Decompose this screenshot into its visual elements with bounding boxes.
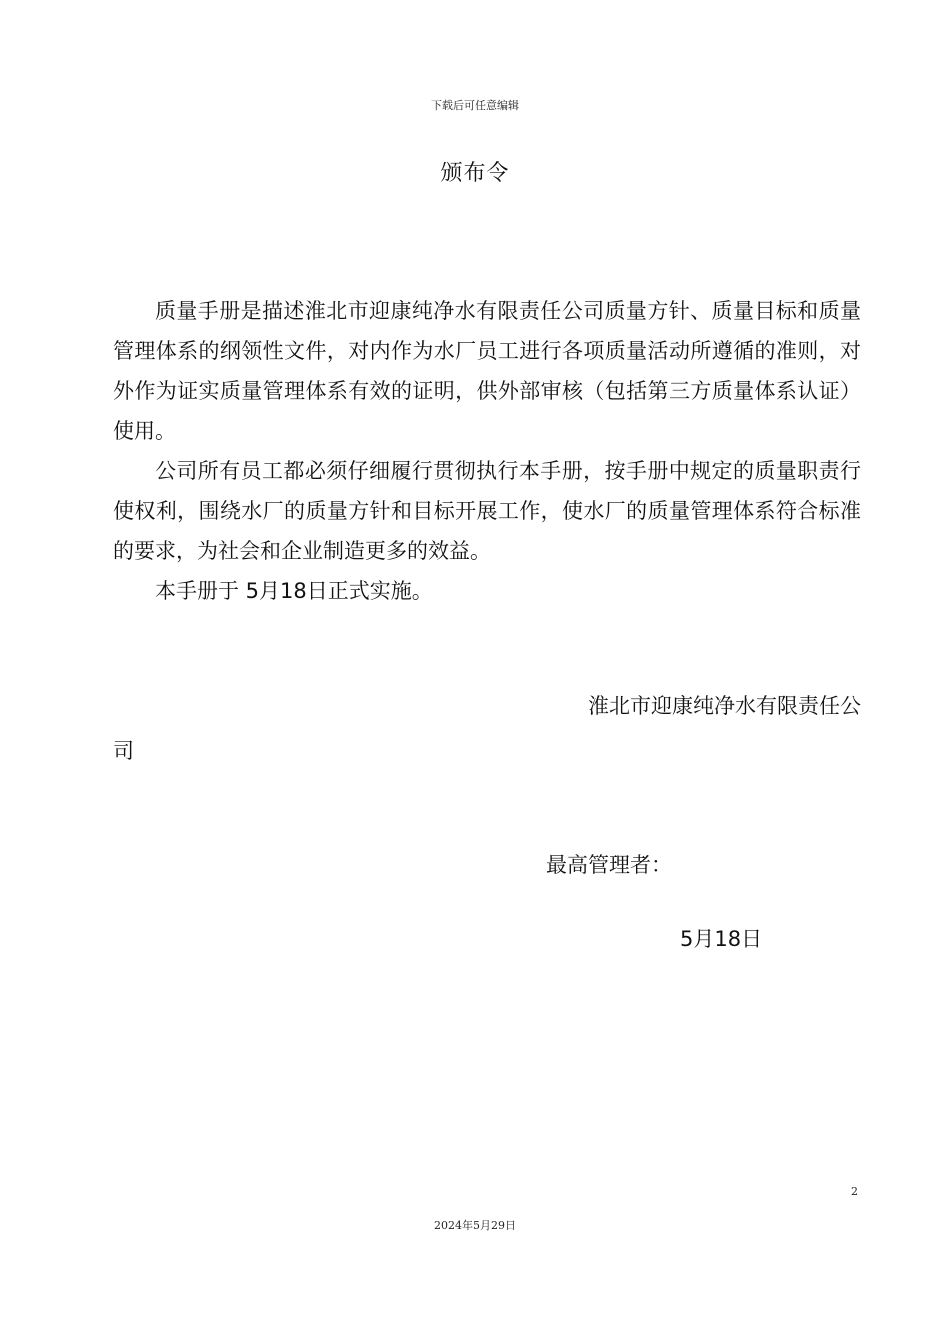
- company-name-line1: 淮北市迎康纯净水有限责任公: [588, 694, 861, 718]
- signature-date: 5月18日: [680, 927, 763, 951]
- body-paragraph: 公司所有员工都必须仔细履行贯彻执行本手册，按手册中规定的质量职责行使权利，围绕水厂的质量方针和目标开展工作，使水厂的质量管理体系符合标准的要求，为社会和企业制造更多的效益。: [113, 459, 861, 563]
- document-body: [113, 291, 861, 611]
- company-signature: [113, 684, 861, 774]
- footer-date: 2024年5月29日: [434, 1219, 516, 1232]
- company-name-line2: 司: [113, 739, 134, 763]
- page-number: 2: [851, 1185, 858, 1198]
- body-paragraph: 质量手册是描述淮北市迎康纯净水有限责任公司质量方针、质量目标和质量管理体系的纲领性文件，对内作为水厂员工进行各项质量活动所遵循的准则，对外作为证实质量管理体系有效的证明，供外部审核（包括第三方质量体系认证）使用。: [113, 299, 861, 443]
- body-paragraph: 本手册于 5月18日正式实施。: [155, 579, 433, 603]
- page-header-note: 下载后可任意编辑: [431, 99, 519, 112]
- manager-label: 最高管理者：: [546, 853, 672, 877]
- document-title: 颁布令: [440, 161, 510, 186]
